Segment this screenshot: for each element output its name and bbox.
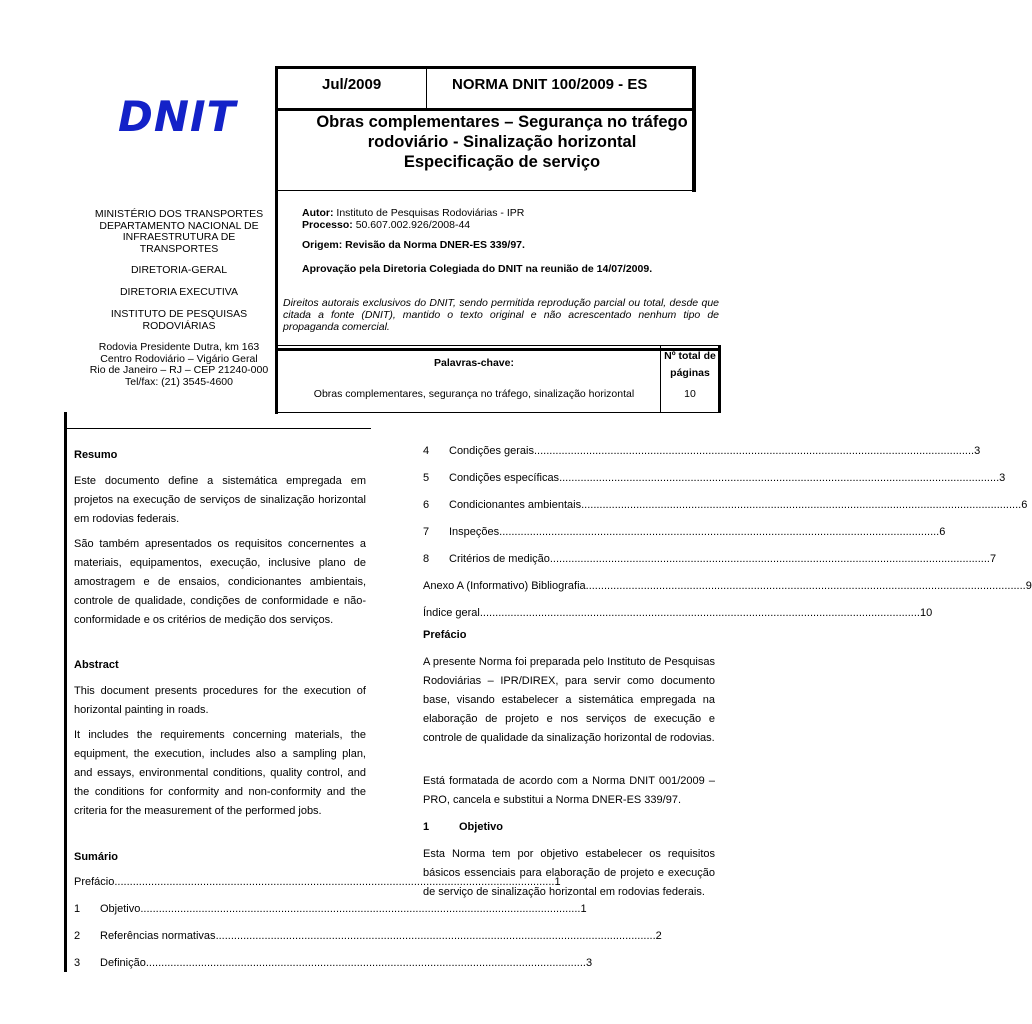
toc-item[interactable] (423, 499, 1028, 526)
address-line: Centro Rodoviário – Vigário Geral (100, 352, 258, 365)
toc-page: 6 (939, 526, 946, 538)
address-line: Rio de Janeiro – RJ – CEP 21240-000 (89, 364, 269, 376)
toc-item[interactable] (74, 930, 662, 957)
ministry-line: MINISTÉRIO DOS TRANSPORTES (94, 208, 264, 220)
header-rule-title (275, 108, 695, 111)
ministry-line: TRANSPORTES (139, 242, 219, 255)
process-label: Processo: (302, 219, 353, 231)
toc-page: 3 (974, 445, 981, 457)
toc-label: Índice geral (423, 607, 480, 619)
toc-item[interactable] (423, 472, 1006, 499)
keywords-rule-bottom (275, 412, 721, 413)
keywords-rule-top (275, 345, 721, 346)
toc-item[interactable] (423, 445, 981, 472)
approval-info: Aprovação pela Diretoria Colegiada do DNIT na reunião de 14/07/2009. (302, 263, 653, 275)
title-line: rodoviário - Sinalização horizontal (367, 133, 637, 151)
keywords-rule-top-thick (275, 348, 721, 351)
toc-number: 6 (423, 499, 430, 511)
prefacio-paragraph: Está formatada de acordo com a Norma DNIT 001/2009 – PRO, cancela e substitui a Norma DNER-ES 339/97. (423, 775, 715, 806)
toc-item[interactable] (423, 553, 997, 580)
keywords-label: Palavras-chave: (434, 357, 514, 369)
diretoria-geral: DIRETORIA-GERAL (130, 264, 228, 276)
address-line: Tel/fax: (21) 3545-4600 (125, 375, 233, 388)
toc-number: 5 (423, 472, 430, 484)
toc-page: 10 (919, 607, 933, 619)
resumo-paragraph: Este documento define a sistemática empregada em projetos na execução de serviços de sinalização horizontal em rodovias federais. (74, 475, 366, 525)
keywords-divider (660, 346, 661, 413)
header-rule-top (275, 66, 695, 69)
toc-label: Condições específicas (449, 472, 560, 484)
pages-count: 10 (684, 388, 696, 400)
objetivo-heading (423, 818, 715, 837)
toc-page: 2 (655, 930, 662, 942)
author-value: Instituto de Pesquisas Rodoviárias - IPR (336, 207, 525, 219)
toc-label: Definição (100, 957, 146, 969)
toc-label: Critérios de medição (449, 553, 550, 565)
resumo-heading: Resumo (74, 449, 118, 461)
abstract-paragraph: This document presents procedures for the execution of horizontal painting in roads. (74, 685, 366, 716)
toc-page: 1 (580, 903, 587, 915)
keywords-right-bar (718, 346, 721, 413)
sumario-heading: Sumário (74, 851, 119, 863)
prefacio-paragraph: A presente Norma foi preparada pelo Instituto de Pesquisas Rodoviárias – IPR/DIREX, para servir como documento base, visando estabelecer a sistemática empregada na elaboração de projeto e nos serviços de execução e controle de qualidade da sinalização horizontal de rodovias. (423, 656, 715, 744)
toc-item[interactable] (423, 526, 946, 553)
diretoria-executiva: DIRETORIA EXECUTIVA (119, 286, 239, 298)
body-top-rule (64, 428, 371, 429)
ministry-line: DEPARTAMENTO NACIONAL DE (99, 219, 259, 232)
ministry-line: INFRAESTRUTURA DE (122, 231, 236, 243)
pages-label (662, 348, 718, 382)
document-date: Jul/2009 (322, 76, 382, 93)
copyright-notice: Direitos autorais exclusivos do DNIT, sendo permitida reprodução parcial ou total, desde que citada a fonte (DNIT), mantido o texto original e não acrescentado nenhum tipo de propaganda comercial. (283, 297, 719, 333)
header-divider-vertical (275, 66, 278, 414)
keywords-text: Obras complementares, segurança no tráfego, sinalização horizontal (313, 388, 635, 400)
pages-label-line: páginas (670, 367, 710, 379)
toc-page: 3 (999, 472, 1006, 484)
ministry-name (84, 209, 274, 255)
origin-info: Origem: Revisão da Norma DNER-ES 339/97. (302, 239, 525, 251)
toc-label: Inspeções (449, 526, 500, 538)
toc-page: 9 (1025, 580, 1032, 592)
title-line: Especificação de serviço (403, 153, 601, 171)
institute-name (84, 309, 274, 332)
toc-page: 6 (1021, 499, 1028, 511)
toc-number: 2 (74, 930, 81, 942)
document-title (282, 112, 722, 172)
toc-number: 3 (74, 957, 81, 969)
address-line: Rodovia Presidente Dutra, km 163 (98, 341, 260, 353)
objetivo-paragraph: Esta Norma tem por objetivo estabelecer os requisitos básicos essenciais para elaboração de projeto e execução de serviço de sinalização horizontal em rodovias federais. (423, 848, 715, 898)
toc-item[interactable] (423, 580, 1032, 607)
pages-label-line: Nº total de (664, 350, 716, 362)
author-label: Autor: (302, 207, 334, 219)
toc-page: 3 (585, 957, 593, 969)
institute-line: RODOVIÁRIAS (142, 319, 216, 332)
institute-line: INSTITUTO DE PESQUISAS (110, 308, 248, 320)
abstract-heading: Abstract (74, 659, 119, 671)
prefacio-heading: Prefácio (423, 629, 467, 641)
toc-label: Condições gerais (449, 445, 534, 457)
objetivo-number: 1 (423, 821, 430, 833)
toc-label: Objetivo (100, 903, 141, 915)
toc-number: 4 (423, 445, 430, 457)
toc-item[interactable] (74, 957, 593, 984)
toc-number: 8 (423, 553, 430, 565)
objetivo-title: Objetivo (459, 821, 504, 833)
toc-item[interactable] (74, 876, 561, 903)
title-line: Obras complementares – Segurança no tráfego (316, 113, 688, 131)
header-rule-info (275, 190, 695, 191)
toc-item[interactable] (74, 903, 587, 930)
process-value: 50.607.002.926/2008-44 (355, 219, 471, 231)
toc-page: 1 (554, 876, 561, 888)
toc-label: Referências normativas (100, 930, 216, 942)
address (84, 342, 274, 388)
dnit-logo: DNIT (118, 92, 237, 141)
toc-number: 1 (74, 903, 81, 915)
toc-label: Anexo A (Informativo) Bibliografia (423, 580, 586, 592)
abstract-paragraph: It includes the requirements concerning materials, the equipment, the execution, includes also a sampling plan, and essays, environmental conditions, quality control, and the conditions for conformity and non-conformity and the criteria for the measurement of the performed jobs. (74, 729, 366, 817)
norm-number: NORMA DNIT 100/2009 - ES (452, 76, 648, 93)
toc-label: Prefácio (74, 876, 115, 888)
body-left-rule (64, 412, 67, 972)
author-info (302, 207, 524, 231)
toc-left (74, 876, 662, 984)
toc-right (423, 445, 1032, 634)
toc-label: Condicionantes ambientais (449, 499, 582, 511)
header-divider-date (426, 66, 427, 110)
toc-number: 7 (423, 526, 430, 538)
toc-page: 7 (989, 553, 997, 565)
resumo-paragraph: São também apresentados os requisitos concernentes a materiais, equipamentos, execução, inclusive plano de amostragem e de ensaios, condicionantes ambientais, controle de qualidade, condições de conformidade e não-conformidade e os critérios de medição dos serviços. (74, 538, 366, 626)
